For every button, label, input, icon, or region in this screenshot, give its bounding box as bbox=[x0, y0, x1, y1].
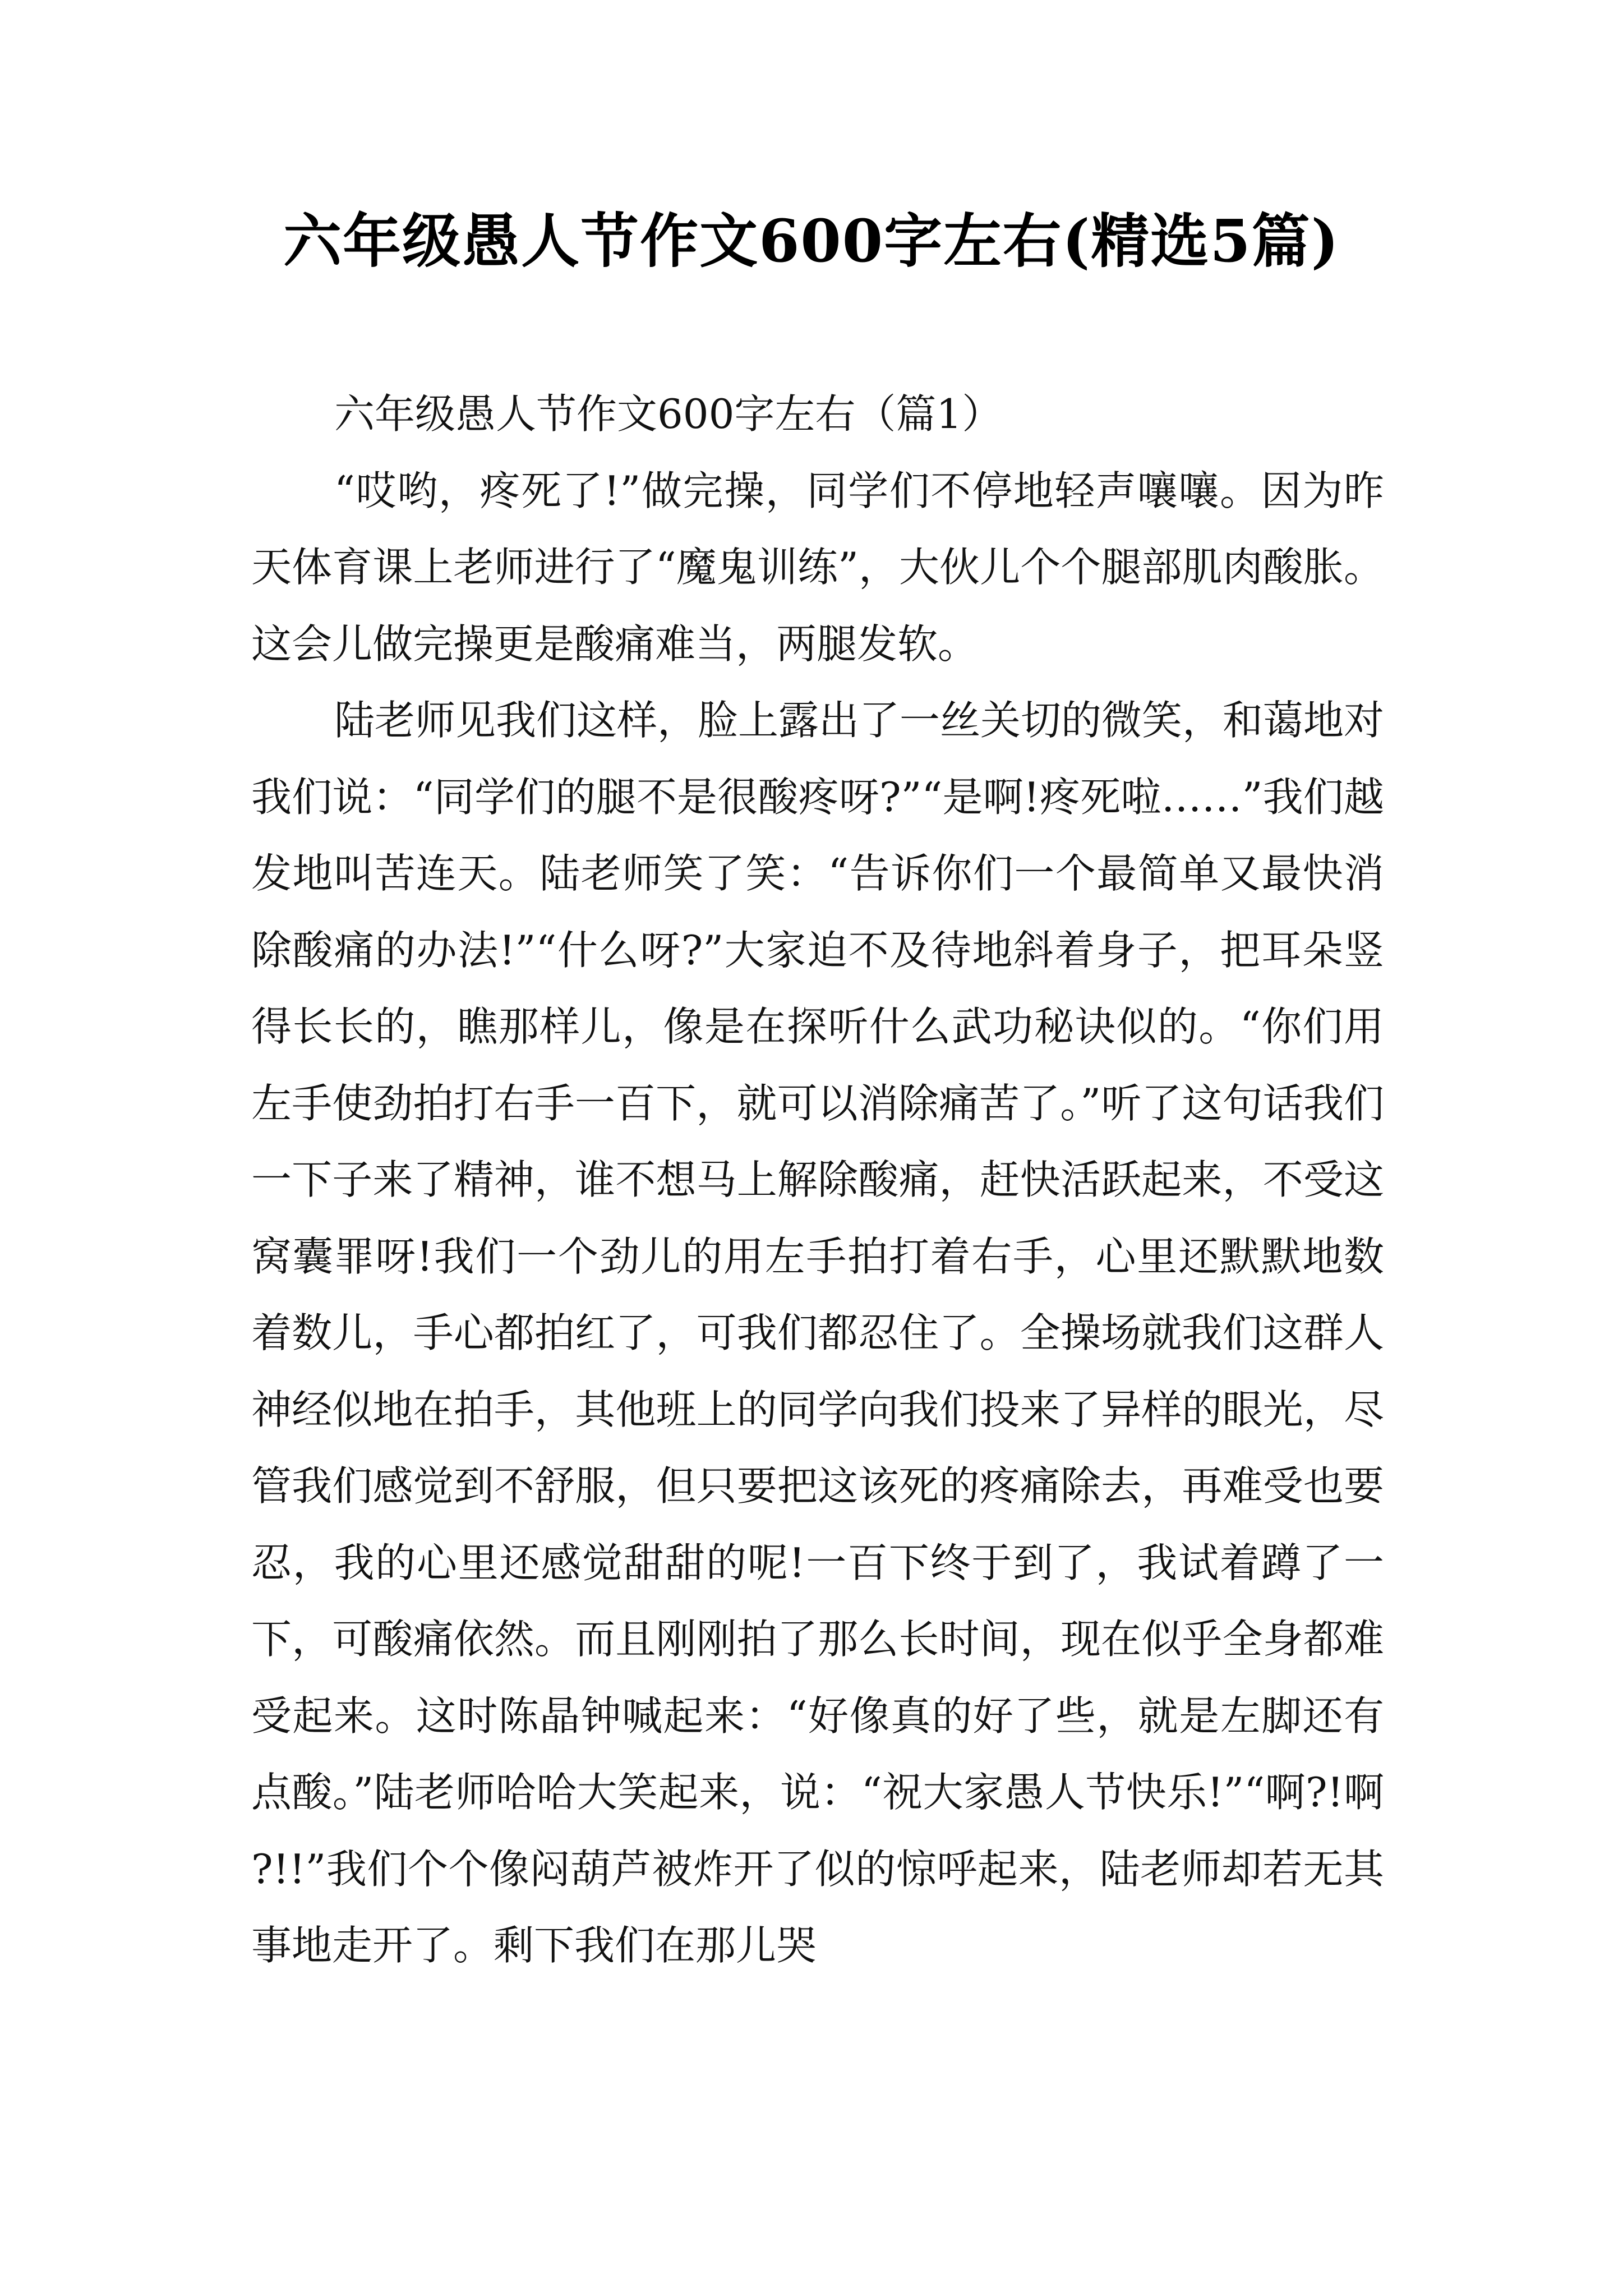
paragraph-2: 陆老师见我们这样，脸上露出了一丝关切的微笑，和蔼地对我们说：“同学们的腿不是很酸疼呀?”“是啊!疼死啦……”我们越发地叫苦连天。陆老师笑了笑：“告诉你们一个最简单又最快消除酸痛的办法!”“什么呀?”大家迫不及待地斜着身子，把耳朵竖得长长的，瞧那样儿，像是在探听什么武功秘诀似的。“你们用左手使劲拍打右手一百下，就可以消除痛苦了。”听了这句话我们一下子来了精神，谁不想马上解除酸痛，赶快活跃起来，不受这窝囊罪呀!我们一个劲儿的用左手拍打着右手，心里还默默地数着数儿，手心都拍红了，可我们都忍住了。全操场就我们这群人神经似地在拍手，其他班上的同学向我们投来了异样的眼光，尽管我们感觉到不舒服，但只要把这该死的疼痛除去，再难受也要忍，我的心里还感觉甜甜的呢!一百下终于到了，我试着蹲了一下，可酸痛依然。而且刚刚拍了那么长时间，现在似乎全身都难受起来。这时陈晶钟喊起来：“好像真的好了些，就是左脚还有点酸。”陆老师哈哈大笑起来，说：“祝大家愚人节快乐!”“啊?!啊?!!”我们个个像闷葫芦被炸开了似的惊呼起来，陆老师却若无其事地走开了。剩下我们在那儿哭 bbox=[251, 697, 1385, 1969]
document-title: 六年级愚人节作文600字左右(精选5篇) bbox=[283, 206, 1340, 275]
section-heading: 六年级愚人节作文600字左右（篇1） bbox=[334, 390, 1003, 438]
article-body bbox=[251, 376, 1384, 1984]
paragraph-1: “哎哟，疼死了!”做完操，同学们不停地轻声嚷嚷。因为昨天体育课上老师进行了“魔鬼训练”，大伙儿个个腿部肌肉酸胀。这会儿做完操更是酸痛难当，两腿发软。 bbox=[251, 467, 1384, 668]
